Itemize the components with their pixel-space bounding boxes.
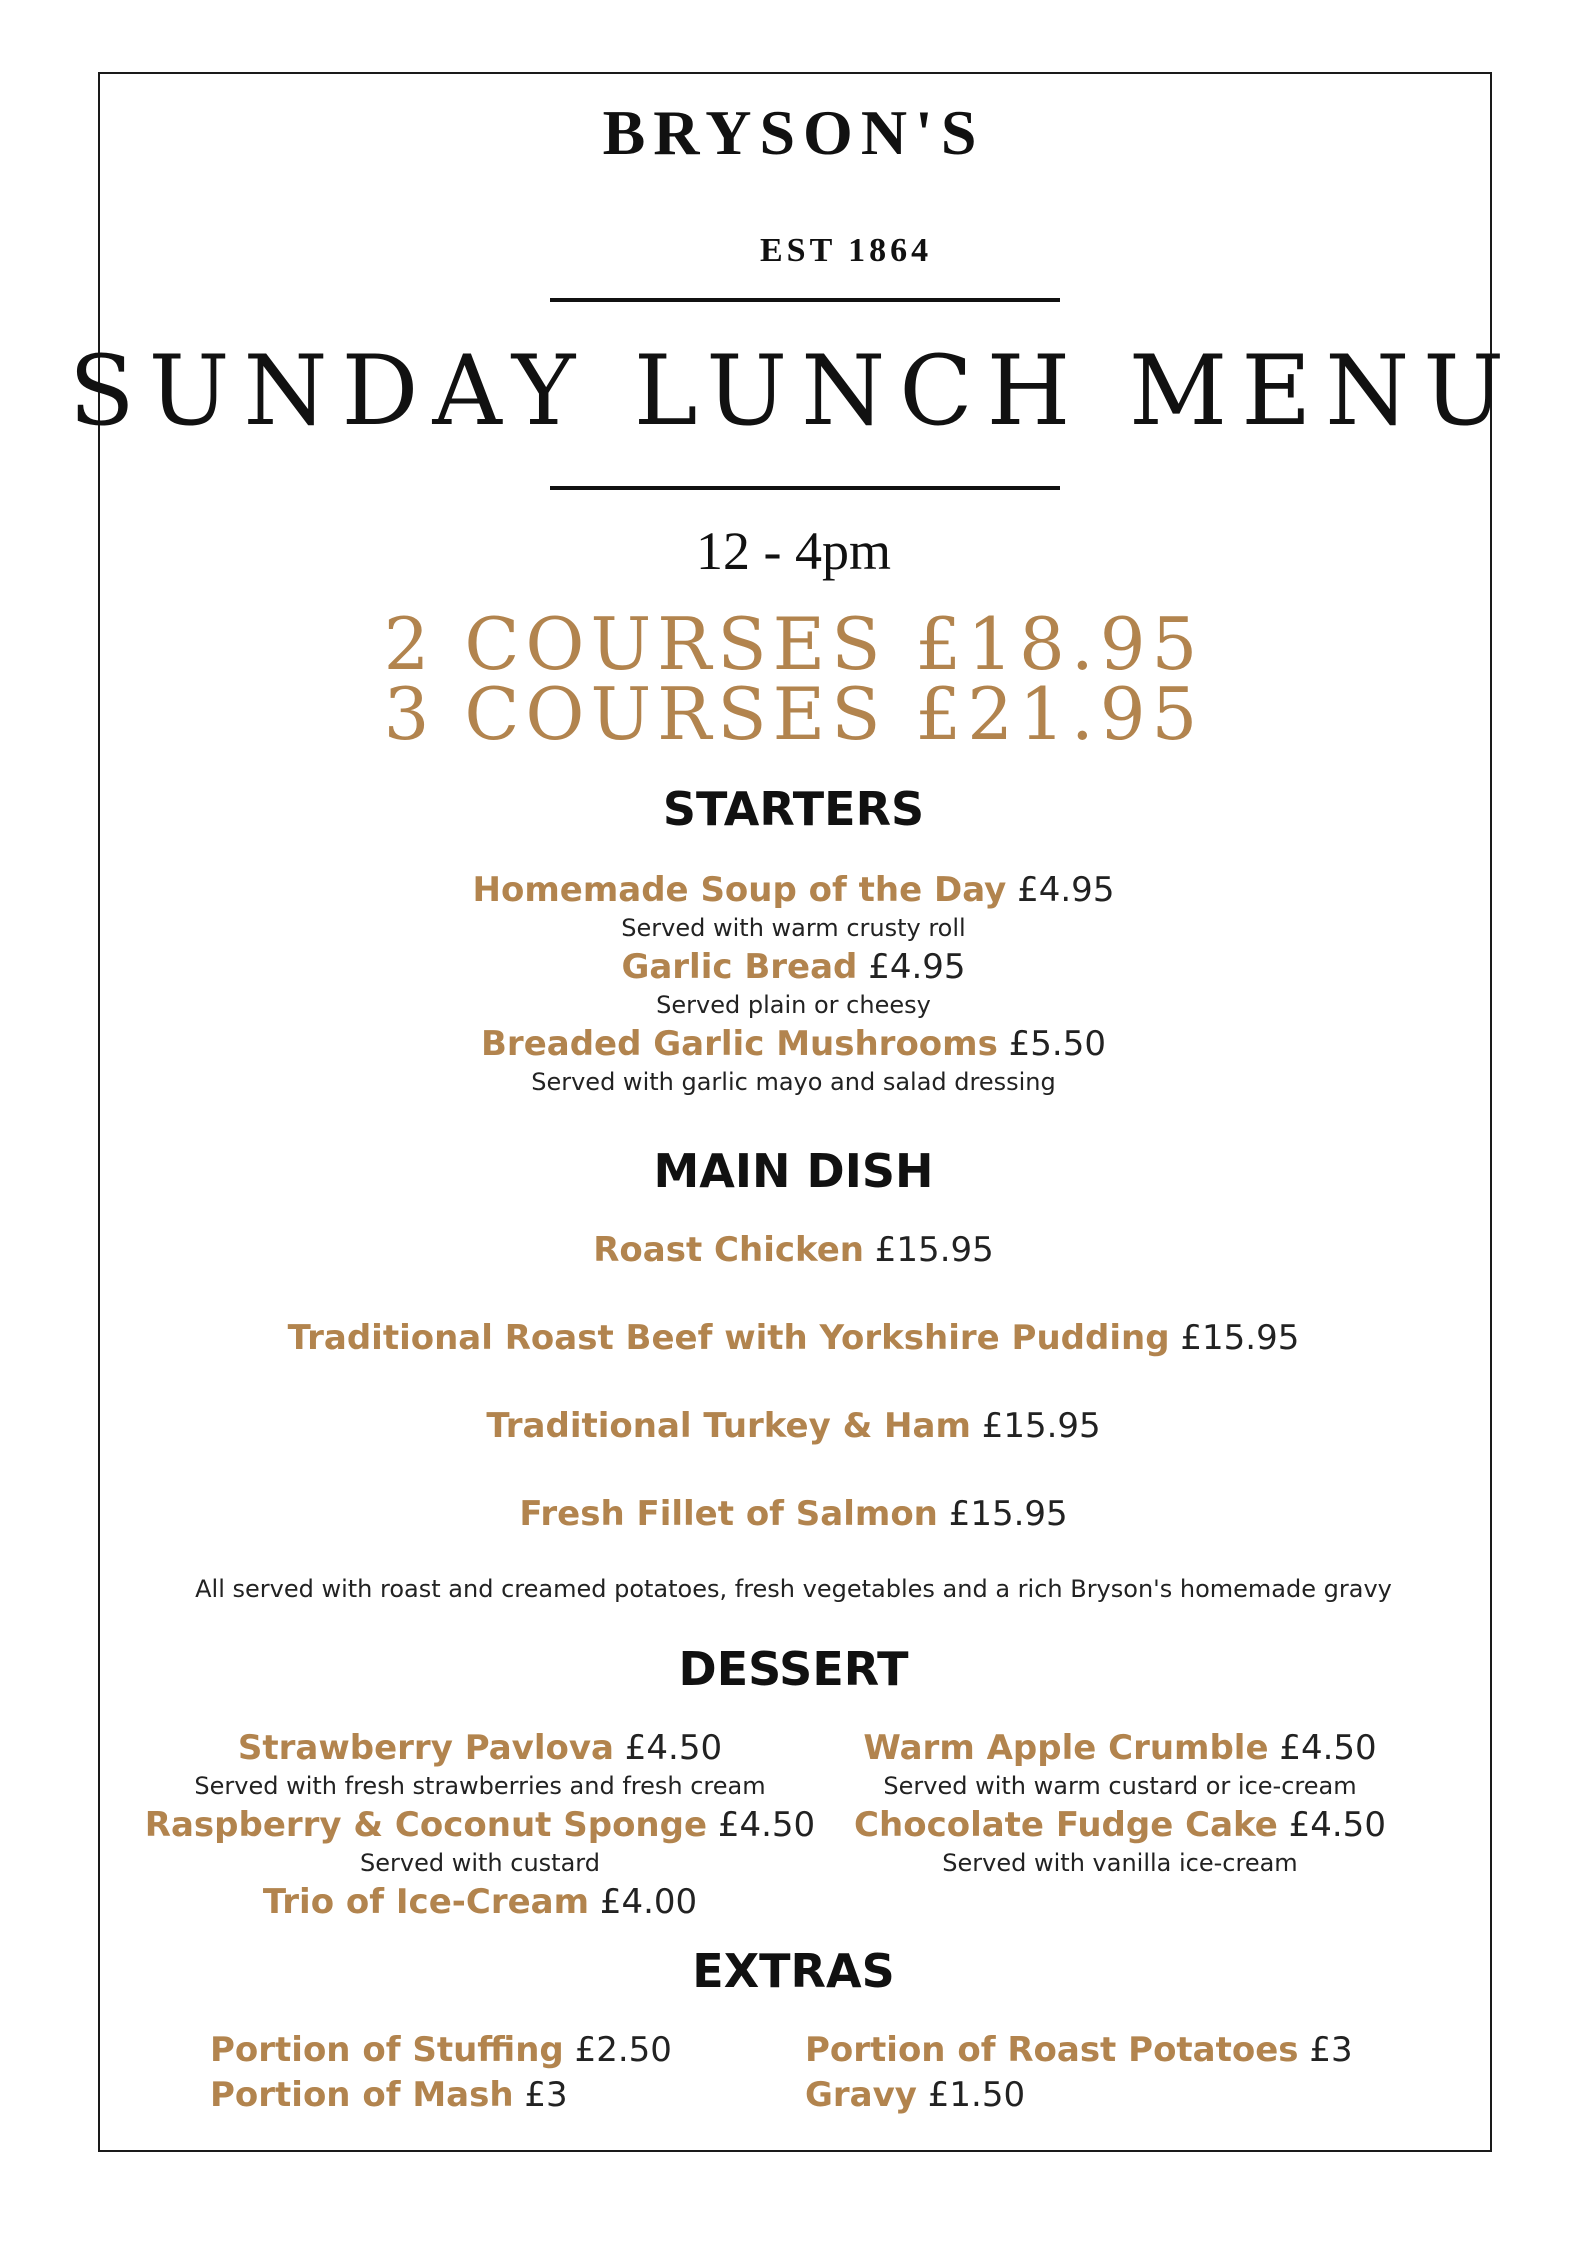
item-price: £15.95 [1180, 1318, 1300, 1358]
dessert-heading: DESSERT [678, 1642, 909, 1696]
extras-item [210, 2028, 672, 2073]
brand-name: BRYSON'S [602, 97, 985, 168]
menu-title: SUNDAY LUNCH MENU [68, 335, 1519, 447]
item-name: Raspberry & Coconut Sponge [144, 1805, 708, 1845]
item-description: Served plain or cheesy [656, 991, 931, 1019]
extras-heading: EXTRAS [692, 1944, 895, 1998]
item-name: Traditional Turkey & Ham [486, 1406, 971, 1446]
item-name: Strawberry Pavlova [237, 1728, 614, 1768]
item-description: Served with warm custard or ice-cream [883, 1772, 1357, 1800]
item-price: £2.50 [574, 2030, 672, 2070]
main-dish-heading: MAIN DISH [653, 1144, 934, 1198]
mains-footnote: All served with roast and creamed potatoes, fresh vegetables and a rich Bryson's homemade gravy [195, 1575, 1392, 1603]
item-price: £5.50 [1008, 1024, 1106, 1064]
item-price: £3 [524, 2075, 568, 2115]
item-description: Served with custard [360, 1849, 600, 1877]
item-description: Served with vanilla ice-cream [942, 1849, 1298, 1877]
established-year: EST 1864 [760, 232, 933, 269]
item-price: £4.50 [1288, 1805, 1386, 1845]
starter-item [0, 947, 1587, 987]
three-course-price: 3 COURSES £21.95 [383, 672, 1204, 756]
item-price: £4.50 [624, 1728, 723, 1768]
item-name: Garlic Bread [621, 947, 858, 987]
dessert-item [820, 1728, 1420, 1772]
item-price: £4.95 [1017, 870, 1115, 910]
extras-item [805, 2073, 1353, 2118]
item-price: £15.95 [874, 1230, 994, 1270]
item-name: Trio of Ice-Cream [262, 1882, 590, 1922]
main-item [0, 1230, 1587, 1270]
dessert-item [820, 1805, 1420, 1849]
item-name: Roast Chicken [593, 1230, 864, 1270]
bottom-divider [550, 486, 1060, 490]
starter-item [0, 870, 1587, 910]
dessert-left-column [130, 1728, 830, 1926]
item-price: £15.95 [981, 1406, 1101, 1446]
dessert-right-column [820, 1728, 1420, 1882]
extras-item [805, 2028, 1353, 2073]
item-name: Traditional Roast Beef with Yorkshire Pudding [287, 1318, 1170, 1358]
two-course-price: 2 COURSES £18.95 [383, 602, 1204, 686]
extras-item [210, 2073, 672, 2118]
item-name: Warm Apple Crumble [863, 1728, 1269, 1768]
item-price: £4.50 [1279, 1728, 1377, 1768]
dessert-item [130, 1728, 830, 1772]
item-name: Portion of Roast Potatoes [805, 2030, 1299, 2070]
item-price: £1.50 [927, 2075, 1026, 2115]
item-name: Homemade Soup of the Day [472, 870, 1007, 910]
item-description: Served with fresh strawberries and fresh cream [194, 1772, 766, 1800]
item-name: Fresh Fillet of Salmon [519, 1494, 938, 1534]
serving-hours: 12 - 4pm [696, 521, 891, 581]
item-price: £4.95 [868, 947, 966, 987]
item-price: £3 [1309, 2030, 1353, 2070]
dessert-item [130, 1805, 830, 1849]
main-item [0, 1318, 1587, 1358]
main-item [0, 1494, 1587, 1534]
extras-left-column [210, 2028, 672, 2118]
top-divider [550, 298, 1060, 302]
dessert-item [130, 1882, 830, 1926]
item-price: £4.50 [717, 1805, 816, 1845]
item-name: Breaded Garlic Mushrooms [481, 1024, 998, 1064]
item-name: Gravy [805, 2075, 917, 2115]
item-price: £4.00 [599, 1882, 698, 1922]
item-name: Chocolate Fudge Cake [854, 1805, 1278, 1845]
item-description: Served with garlic mayo and salad dressing [531, 1068, 1056, 1096]
starter-item [0, 1024, 1587, 1064]
extras-right-column [805, 2028, 1353, 2118]
item-name: Portion of Stuffing [210, 2030, 564, 2070]
main-item [0, 1406, 1587, 1446]
item-price: £15.95 [948, 1494, 1068, 1534]
starters-heading: STARTERS [662, 782, 925, 836]
item-description: Served with warm crusty roll [621, 914, 966, 942]
item-name: Portion of Mash [210, 2075, 514, 2115]
